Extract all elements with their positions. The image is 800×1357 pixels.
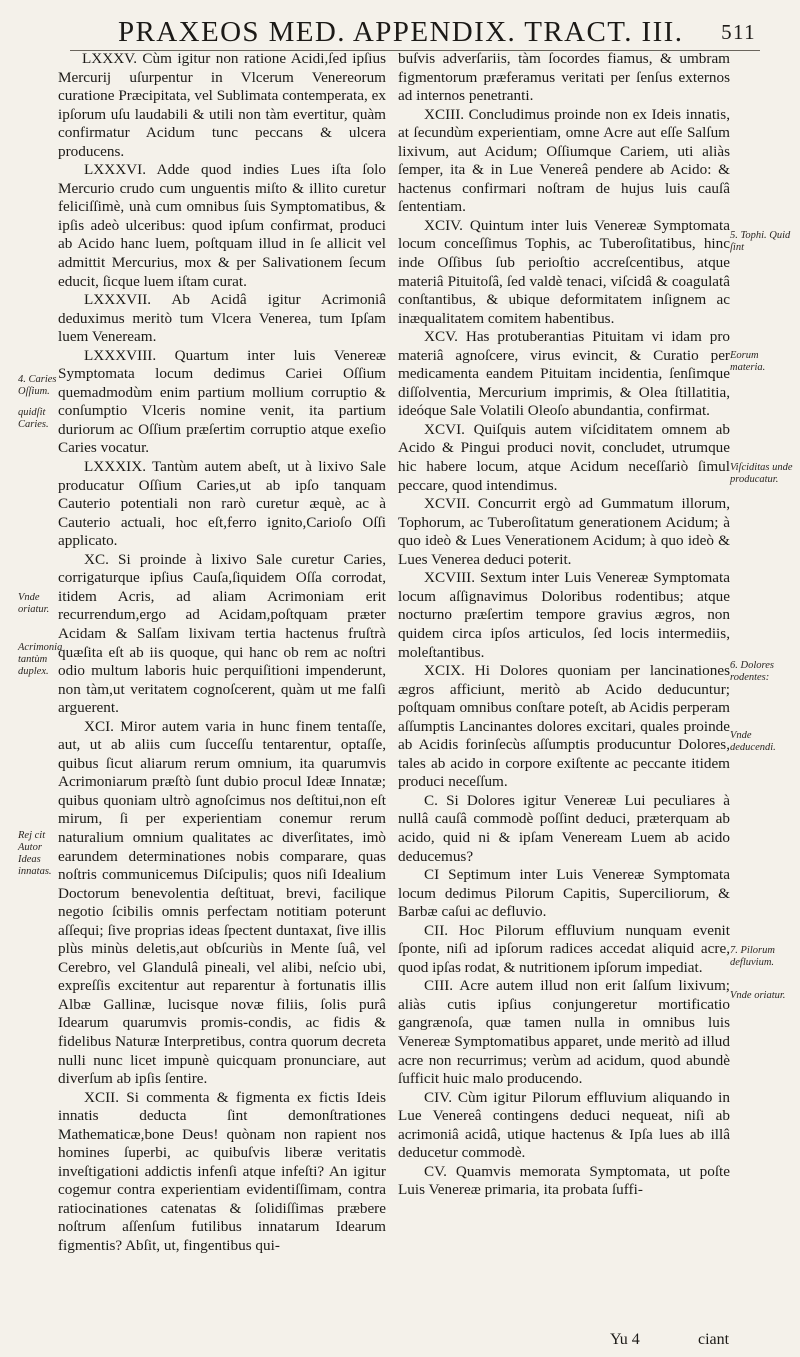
margin-note-ideas-innatas: Rej cit Autor Ideas innatas. <box>18 830 52 877</box>
paragraph-xciii: XCIII. Concludimus proinde non ex Ideis innatis, at ſecundùm experientiam, omne Acre aut eſſe Salſum lixivum, aut Acidum; Oſſiumque Cariem, uti aliàs ſemper, ita & in Lue Venereâ pendere ab Acido: & hactenus confirmari noſtram de hujus luis cauſâ ſententiam. <box>398 105 730 216</box>
paragraph-lxxxviii: LXXXVIII. Quartum inter luis Venereæ Symptomata locum dedimus Cariei Oſſium quemadmodùm enim partium mollium corruptio & conſumptio Vlceris nomine venit, ita partium duriorum ac Oſſium præſertim corruptio atque exeſio Caries vocatur. <box>58 346 386 457</box>
margin-note-caries-ossium: 4. Caries Oſſium. <box>18 374 57 397</box>
paragraph-xcii: XCII. Si commenta & figmenta ex fictis Ideis innatis deducta ſint demonſtrationes Mathematicæ,bone Deus! quònam non rapient nos homines ſuperbi, ac quibuſvis liberæ veritatis inveſtigationi addictis infenſi atque infeſti? An igitur cogemur contra experientiam evidentiſſimam, contra ratiocinationes catenatas & ſolidiſſimas præbere noſtrum aſſenſum futilibus innatarum Idearum figmentis? Abſit, ut, fingentibus qui- <box>58 1088 386 1254</box>
paragraph-xcix: XCIX. Hi Dolores quoniam per lancinationes ægros afficiunt, meritò ab Acido deducuntur; poſtquam omnibus conſtare poteſt, ab Acidis perperam aſſumptis Lancinantes dolores excitari, quales proinde ab Acidis forinſecùs aſſumptis producuntur Dolores, tales ab acido in corpore exiſtente ac peccante itidem produci neceſſum. <box>398 662 730 791</box>
margin-note-unde-oriatur: Vnde oriatur. <box>18 592 50 615</box>
left-column <box>58 50 386 1256</box>
margin-note-acrimonia-duplex: Acrimonia tantùm duplex. <box>18 642 63 677</box>
running-header <box>118 12 756 52</box>
paragraph-continuation: buſvis adverſariis, tàm ſocordes fiamus, & umbram figmentorum præferamus veritati per ſenſus externos ad internos penetranti. <box>398 50 730 105</box>
margin-note-dolores-rodentes: 6. Dolores rodentes: <box>730 660 774 683</box>
right-column <box>398 50 730 1200</box>
paragraph-xcviii: XCVIII. Sextum inter Luis Venereæ Symptomata locum aſſignavimus Doloribus rodentibus; atque nocturno præſertim tempore gravius ægros, non quidem circa ipſos articulos, ſed locis intermediis, moleſtantibus. <box>398 569 730 661</box>
paragraph-cii: CII. Hoc Pilorum effluvium nunquam evenit ſponte, niſi ad ipſorum radices accedat aliquid acre, quod ipſas rodat, & nutritionem ipſorum impediat. <box>398 921 730 976</box>
paragraph-lxxxvii: LXXXVII. Ab Acidâ igitur Acrimoniâ deduximus meritò tum Vlcera Venerea, tum Ipſam luem Veneream. <box>58 291 386 346</box>
paragraph-xci: XCI. Miror autem varia in hunc finem tentaſſe, aut, ut ab aliis cum ſucceſſu tentarentur, optaſſe, quibus ſicut aliarum rerum omnium, ita quarumvis Acrimoniarum præſtò ſunt dubio procul Ideæ Innatæ; quibus quoniam ultrò agnoſcimus nos deſtitui,non eſt mirum, ſi per experientiam conemur rerum naturalium omnium qualitates ac diverſitates, imò earundem determinationes nobis comparare, quas noſtris communicemus Diſcipulis; quos niſi Idealium Doctorum benevolentia deſtituat, brevi, facilique negotio ſcibilis omnis perfectam notitiam poterunt aſſequi; ſive proprias ideas ſpectent duntaxat, ſive illis plùs minùs deletis,aut obſcuriùs in Mente ſuâ, vel Cerebro, vel Glandulâ pineali, vel alibi, neſcio ubi, expreſſis excitentur aut reparentur à fortunatis illis Albæ Gallinæ, lucisque novæ filiis, ſolis purâ Idearum quarumvis promis-condis, ac fidis & fidelibus Naturæ Interpretibus, contra quorum decreta nulli nunc licet impunè quicquam pronunciare, aut diverſum ab ipſis ſentire. <box>58 717 386 1088</box>
margin-note-pilorum-defluvium: 7. Pilorum defluvium. <box>730 945 775 968</box>
page-number: 511 <box>721 20 756 44</box>
paragraph-xciv: XCIV. Quintum inter luis Venereæ Symptomata locum conceſſimus Tophis, ac Tuberoſitatibus, hinc inde Oſſibus ſub perioſtio accreſcentibus, atque materiâ Pituitoſâ, ſed valdè tenaci, viſcidâ & coagulatâ conſtantibus, & ubique deformitatem inſignem ac inæqualitatem comitem habentibus. <box>398 216 730 327</box>
paragraph-ciii: CIII. Acre autem illud non erit ſalſum lixivum; aliàs cutis ipſius conjungeretur mortificatio gangrænoſa, quæ tamen nulla in omnibus luis Venereæ Symptomatibus apparet, unde meritò ad illud acre non recurrimus; verùm ad acidum, quod abundè ſufficit huic malo producendo. <box>398 977 730 1088</box>
paragraph-xcvii: XCVII. Concurrit ergò ad Gummatum illorum, Tophorum, ac Tuberoſitatum generationem Acidum; à quo ideò & Lues Venerationem Acidum; à quo ideò & Lues Venerea deduci poterit. <box>398 495 730 568</box>
paragraph-cv: CV. Quamvis memorata Symptomata, ut poſte Luis Venereæ primaria, ita probata ſuffi- <box>398 1162 730 1199</box>
paragraph-xcv: XCV. Has protuberantias Pituitam vi idam pro materiâ agnoſcere, virus evincit, & Curatio per medicamenta eandem Pituitam incidentia, ſenſimque diſſolventia, Mercurium imprimis, & Olea ſtillatitia, ideóque Sale Volatili Oleoſo abundantia, confirmat. <box>398 328 730 420</box>
paragraph-lxxxv: LXXXV. Cùm igitur non ratione Acidi,ſed ipſius Mercurij uſurpentur in Vlcerum Venereorum curatione Præcipitata, vel Sublimata contemperata, ex ipſorum uſu laudabili & utili non tàm evertitur, quàm confirmatur Acidum tunc peccans & ulcera producens. <box>58 50 386 160</box>
paragraph-lxxxvi: LXXXVI. Adde quod indies Lues iſta ſolo Mercurio crudo cum unguentis miſto & illito curetur feliciſſimè, unà cum omnibus ſuis Symptomatibus, & ipſis adeò ulceribus: quod ipſum confirmat, produci ab Acido hanc luem, poſtquam illud in ſe allicit vel admittit Mercurius, mox & per Salivationem ſecum educit, ſicque luem iſtam curat. <box>58 161 386 290</box>
paragraph-c: C. Si Dolores igitur Venereæ Lui peculiares à nullâ cauſâ commodè poſſint deduci, præterquam ab acido, quid ni & ipſam Veneream Luem ab acido deducemus? <box>398 791 730 865</box>
running-title: PRAXEOS MED. APPENDIX. TRACT. III. <box>118 16 684 48</box>
margin-note-unde-oriatur-2: Vnde oriatur. <box>730 990 786 1001</box>
margin-note-quid-sit-caries: quidſit Caries. <box>18 407 49 430</box>
paragraph-lxxxix: LXXXIX. Tantùm autem abeſt, ut à lixivo Sale producatur Oſſium Caries,ut ab ipſo tanquam Cauterio potentiali non rarò curetur æquè, ac à Cauterio actuali, hoc eſt,ferro ignito,Carioſo Oſſi applicato. <box>58 458 386 550</box>
paragraph-ci: CI Septimum inter Luis Venereæ Symptomata locum dedimus Pilorum Capitis, Superciliorum, & Barbæ caſui ac defluvio. <box>398 866 730 921</box>
margin-note-visciditas: Viſciditas unde producatur. <box>730 462 793 485</box>
margin-note-unde-deducendi: Vnde deducendi. <box>730 730 776 753</box>
paragraph-civ: CIV. Cùm igitur Pilorum effluvium aliquando in Lue Venereâ contingens deduci nequeat, niſi ab acrimoniâ acidâ, utique hactenus & Ipſa lues ab illâ deducetur commodè. <box>398 1088 730 1162</box>
paragraph-xc: XC. Si proinde à lixivo Sale curetur Caries, corrigaturque ipſius Cauſa,ſiquidem Oſſa corrodat, itidem Acris, ad aliam Acrimoniam erit recurrendum,ergo ad Acidam,poſtquam præter Acidam & Salſam lixivam tertia hactenus fruſtrà quæſita eſt ab iis quoque, qui hanc ob rem ac noſtri odio multum laboris huic perquiſitioni impenderunt, non tàm,ut veritatem cognoſcerent, quàm ut me falſi arguerent. <box>58 550 386 717</box>
paragraph-xcvi: XCVI. Quiſquis autem viſciditatem omnem ab Acido & Pingui produci novit, concludet, utrumque hic habere locum, atque Acidum neceſſariò ſimul peccare, quod intendimus. <box>398 420 730 494</box>
signature-mark: Yu 4 <box>610 1331 640 1348</box>
catchword: ciant <box>698 1331 730 1348</box>
margin-note-tophi: 5. Tophi. Quid ſint <box>730 230 791 253</box>
margin-note-eorum-materia: Eorum materia. <box>730 350 766 373</box>
